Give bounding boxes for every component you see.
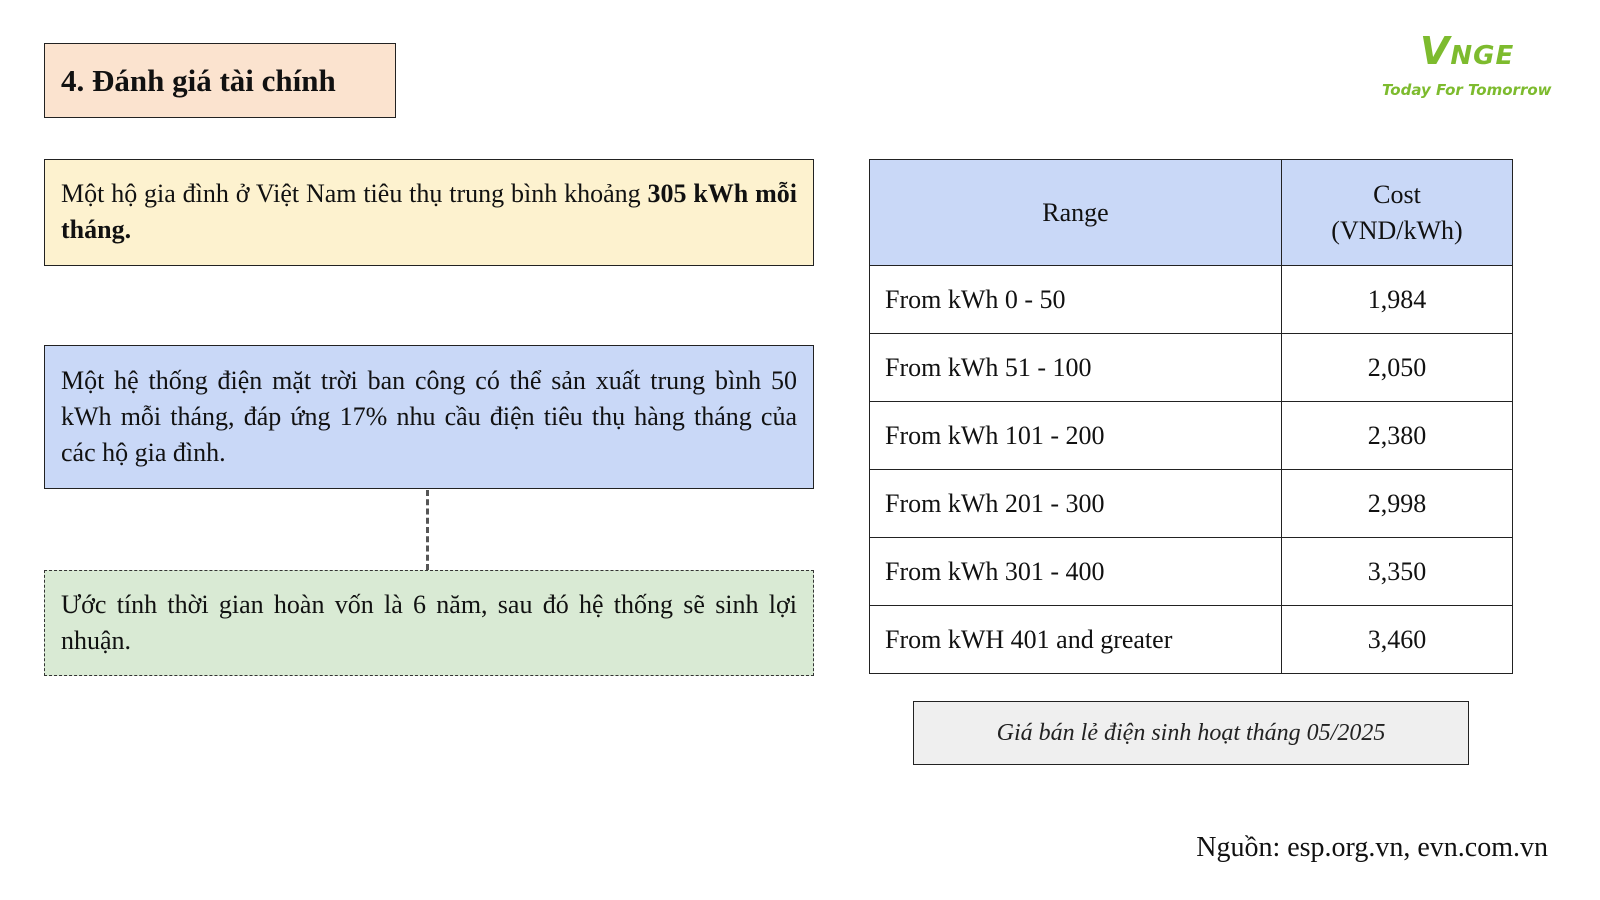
- range-cell: From kWh 0 - 50: [870, 266, 1282, 334]
- household-consumption-box: [44, 159, 814, 266]
- electricity-price-table: [869, 159, 1513, 674]
- table-row: [870, 606, 1513, 674]
- table-row: [870, 538, 1513, 606]
- page-title-text: 4. Đánh giá tài chính: [61, 62, 336, 98]
- solar-production-text: Một hệ thống điện mặt trời ban công có thể sản xuất trung bình 50 kWh mỗi tháng, đáp ứng 17% nhu cầu điện tiêu thụ hàng tháng của các hộ gia đình.: [61, 366, 797, 467]
- table-row: [870, 266, 1513, 334]
- table-caption: [913, 701, 1469, 765]
- vnge-logo: [1378, 15, 1552, 105]
- range-cell: From kWh 101 - 200: [870, 402, 1282, 470]
- range-cell: From kWh 201 - 300: [870, 470, 1282, 538]
- cost-cell: 3,460: [1282, 606, 1513, 674]
- source-note: Nguồn: esp.org.vn, evn.com.vn: [1196, 832, 1548, 863]
- table-row: [870, 402, 1513, 470]
- connector-dashed-line: [426, 490, 429, 570]
- cost-cell: 2,998: [1282, 470, 1513, 538]
- table-header-row: [870, 160, 1513, 266]
- cost-cell: 1,984: [1282, 266, 1513, 334]
- table-row: [870, 334, 1513, 402]
- logo-tagline: Today For Tomorrow: [1382, 81, 1552, 99]
- logo-mark-v: V: [1420, 29, 1451, 73]
- range-cell: From kWh 301 - 400: [870, 538, 1282, 606]
- header-range: Range: [870, 160, 1282, 266]
- header-cost-line2: (VND/kWh): [1331, 215, 1463, 245]
- header-cost-line1: Cost: [1373, 179, 1421, 209]
- solar-production-box: [44, 345, 814, 489]
- household-consumption-text: Một hộ gia đình ở Việt Nam tiêu thụ trung bình khoảng: [61, 179, 648, 208]
- table-caption-text: Giá bán lẻ điện sinh hoạt tháng 05/2025: [996, 719, 1386, 746]
- page-title: [44, 43, 396, 118]
- cost-cell: 3,350: [1282, 538, 1513, 606]
- range-cell: From kWh 51 - 100: [870, 334, 1282, 402]
- range-cell: From kWH 401 and greater: [870, 606, 1282, 674]
- header-cost: [1282, 160, 1513, 266]
- household-consumption-bold: 305 kWh mỗi tháng.: [61, 179, 797, 244]
- table-row: [870, 470, 1513, 538]
- cost-cell: 2,380: [1282, 402, 1513, 470]
- logo-mark-rest: NGE: [1450, 41, 1515, 71]
- cost-cell: 2,050: [1282, 334, 1513, 402]
- payback-box: [44, 570, 814, 676]
- payback-text: Ước tính thời gian hoàn vốn là 6 năm, sau đó hệ thống sẽ sinh lợi nhuận.: [61, 590, 797, 655]
- logo-mark: [1420, 29, 1514, 73]
